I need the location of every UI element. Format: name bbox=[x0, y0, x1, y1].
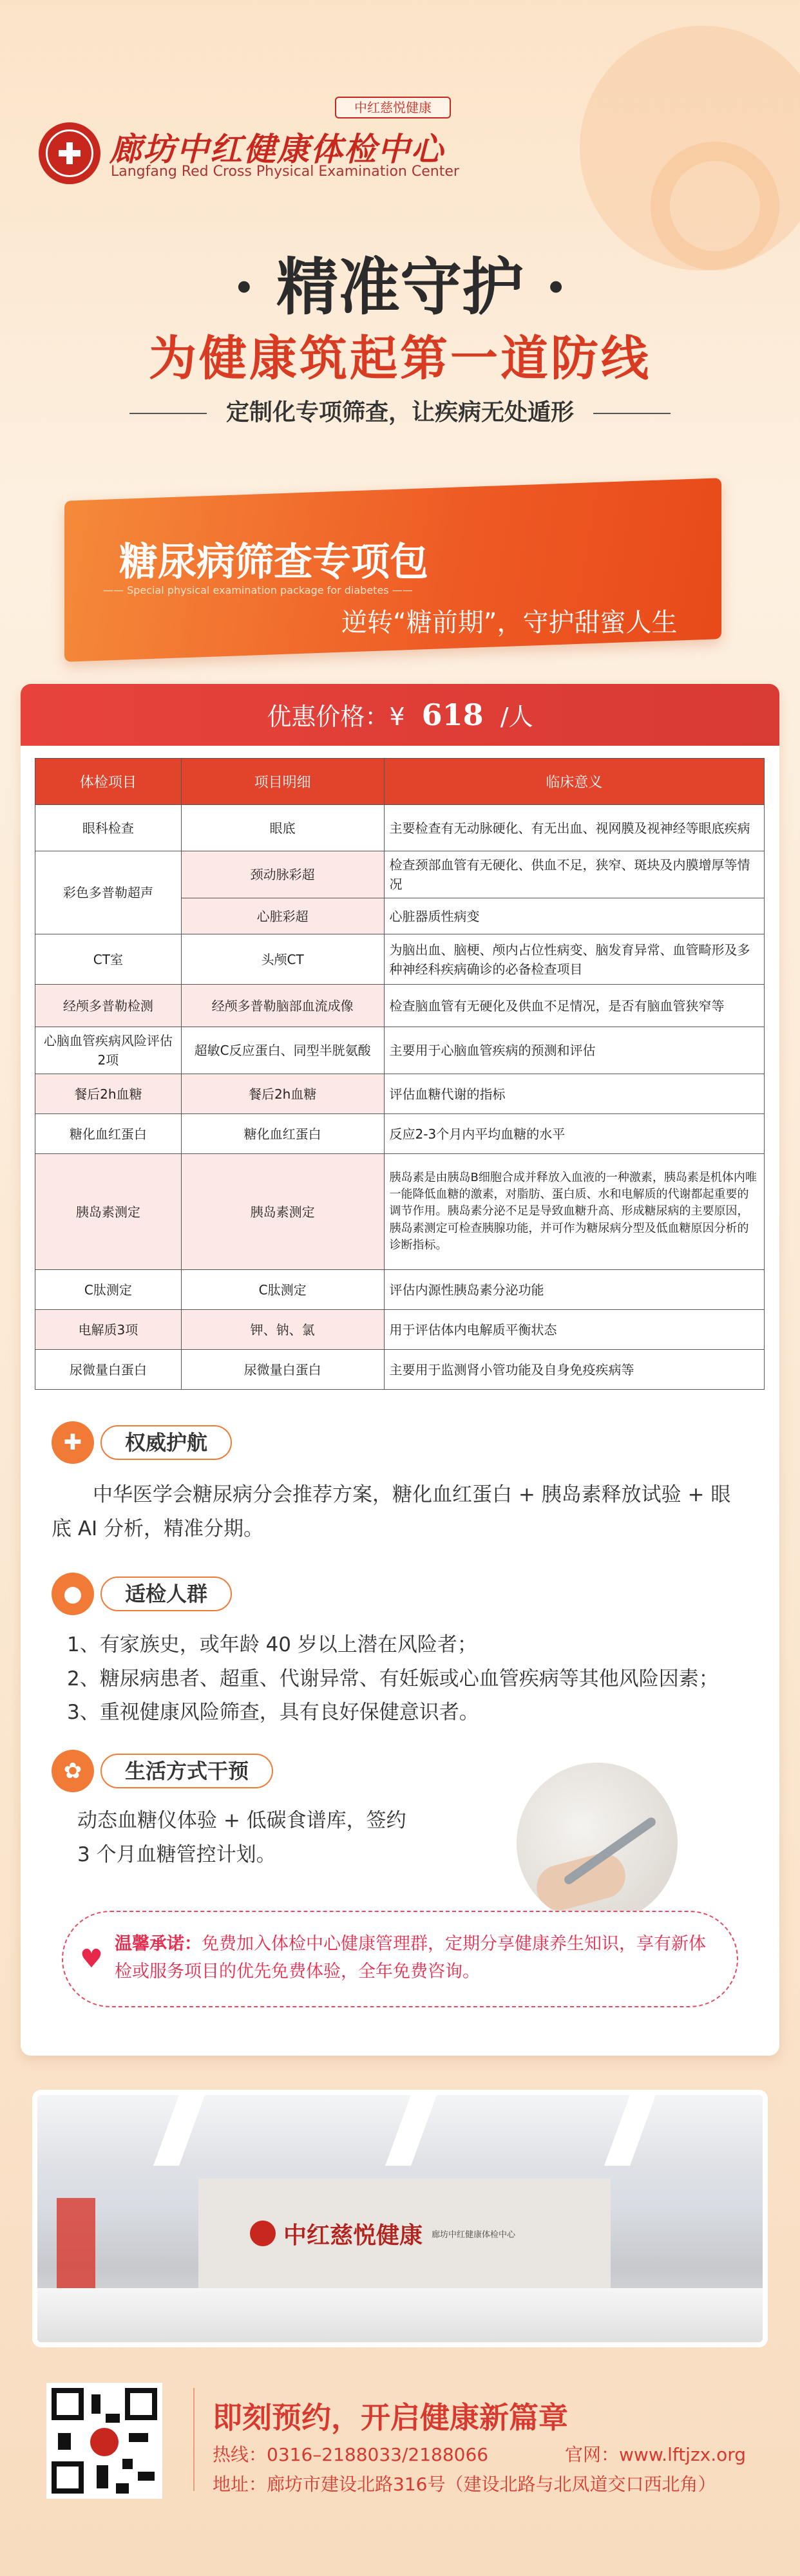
header bbox=[39, 97, 502, 187]
audience-item: 2、糖尿病患者、超重、代谢异常、有妊娠或心血管疾病等其他风险因素； bbox=[67, 1667, 719, 1690]
table-cell-detail: 经颅多普勒脑部血流成像 bbox=[181, 985, 384, 1027]
content-card bbox=[21, 684, 779, 2056]
lobby-sign-text: 中红慈悦健康 bbox=[283, 2222, 423, 2249]
authority-label: 权威护航 bbox=[100, 1425, 232, 1460]
table-header-cell: 项目明细 bbox=[181, 759, 384, 805]
promise-key: 温馨承诺： bbox=[115, 1934, 202, 1954]
table-row bbox=[35, 1154, 765, 1270]
lobby-sign bbox=[250, 2211, 572, 2256]
table-row bbox=[35, 805, 765, 851]
promise-text bbox=[115, 1930, 720, 1985]
lobby-logo-icon bbox=[250, 2221, 276, 2246]
table-cell-detail: 胰岛素测定 bbox=[181, 1154, 384, 1270]
table-row bbox=[35, 1027, 765, 1074]
audience-label: 适检人群 bbox=[100, 1577, 232, 1611]
audience-item: 3、重视健康风险筛查，具有良好保健意识者。 bbox=[67, 1701, 479, 1725]
shield-person-icon: ✚ bbox=[52, 1421, 94, 1464]
lifestyle-label: 生活方式干预 bbox=[100, 1754, 273, 1788]
address-text: 廊坊市建设北路316号（建设北路与北凤道交口西北角） bbox=[267, 2474, 716, 2495]
flower-icon: ✿ bbox=[52, 1750, 94, 1792]
table-cell-detail: C肽测定 bbox=[181, 1270, 384, 1310]
table-cell-detail: 头颅CT bbox=[181, 934, 384, 985]
table-cell-detail: 尿微量白蛋白 bbox=[181, 1350, 384, 1390]
promise-box bbox=[62, 1911, 738, 2007]
hotline-number[interactable]: 0316–2188033/2188066 bbox=[267, 2444, 489, 2465]
table-cell-meaning: 用于评估体内电解质平衡状态 bbox=[384, 1310, 764, 1350]
table-cell-item: 尿微量白蛋白 bbox=[35, 1350, 182, 1390]
table-cell-meaning: 为脑出血、脑梗、颅内占位性病变、脑发育异常、血管畸形及多种神经科疾病确诊的必备检查项目 bbox=[384, 934, 764, 985]
table-header-cell: 临床意义 bbox=[384, 759, 764, 805]
price-bar bbox=[21, 684, 779, 746]
table-header-cell: 体检项目 bbox=[35, 759, 182, 805]
table-cell-detail: 钾、钠、氯 bbox=[181, 1310, 384, 1350]
authority-text: 中华医学会糖尿病分会推荐方案，糖化血红蛋白 + 胰岛素释放试验 + 眼底 AI 分析，精准分期。 bbox=[52, 1483, 731, 1540]
website-link[interactable]: www.lftjzx.org bbox=[619, 2444, 747, 2465]
lifestyle-section bbox=[52, 1750, 502, 1871]
lifestyle-text-line: 3 个月血糖管控计划。 bbox=[77, 1842, 276, 1866]
table-cell-item: 经颅多普勒检测 bbox=[35, 985, 182, 1027]
table-cell-item: 心脑血管疾病风险评估2项 bbox=[35, 1027, 182, 1074]
table-cell-item: C肽测定 bbox=[35, 1270, 182, 1310]
table-cell-meaning: 评估内源性胰岛素分泌功能 bbox=[384, 1270, 764, 1310]
brand-name: 廊坊中红健康体检中心 bbox=[110, 131, 444, 168]
audience-section bbox=[52, 1573, 760, 1730]
table-cell-item: 电解质3项 bbox=[35, 1310, 182, 1350]
hotline-label: 热线： bbox=[213, 2444, 267, 2465]
table-cell-detail: 颈动脉彩超 bbox=[181, 851, 384, 898]
table-cell-meaning: 主要用于心脑血管疾病的预测和评估 bbox=[384, 1027, 764, 1074]
price-label: 优惠价格：¥ bbox=[267, 703, 405, 731]
table-row bbox=[35, 1270, 765, 1310]
table-row bbox=[35, 1350, 765, 1390]
lobby-photo bbox=[32, 2090, 768, 2347]
exam-items-table bbox=[35, 758, 765, 1390]
table-cell-item: 餐后2h血糖 bbox=[35, 1074, 182, 1114]
table-row bbox=[35, 1074, 765, 1114]
table-cell-detail: 眼底 bbox=[181, 805, 384, 851]
table-cell-meaning: 心脏器质性病变 bbox=[384, 898, 764, 934]
table-cell-meaning: 反应2-3个月内平均血糖的水平 bbox=[384, 1114, 764, 1154]
table-cell-meaning: 胰岛素是由胰岛B细胞合成并释放入血液的一种激素，胰岛素是机体内唯一能降低血糖的激素，对脂肪、蛋白质、水和电解质的代谢都起重要的调节作用。胰岛素分泌不足是导致血糖升高、形成糖尿病的主要原因，胰岛素测定可检查胰腺功能，并可作为糖尿病分型及低血糖原因分析的诊断指标。 bbox=[384, 1154, 764, 1270]
promise-body: 免费加入体检中心健康管理群，定期分享健康养生知识，享有新体检或服务项目的优先免费体验，全年免费咨询。 bbox=[115, 1934, 706, 1982]
decorative-circle bbox=[580, 26, 800, 270]
footer-title: 即刻预约，开启健康新篇章 bbox=[213, 2400, 568, 2435]
table-row bbox=[35, 934, 765, 985]
table-cell-item: 彩色多普勒超声 bbox=[35, 851, 182, 934]
package-title: 糖尿病筛查专项包 bbox=[119, 540, 428, 585]
website-label: 官网： bbox=[565, 2444, 620, 2465]
qr-code[interactable] bbox=[46, 2383, 162, 2499]
authority-section bbox=[52, 1421, 747, 1546]
table-header-row bbox=[35, 759, 765, 805]
table-cell-detail: 超敏C反应蛋白、同型半胱氨酸 bbox=[181, 1027, 384, 1074]
table-cell-meaning: 主要用于监测肾小管功能及自身免疫疾病等 bbox=[384, 1350, 764, 1390]
table-row bbox=[35, 985, 765, 1027]
hero-tagline-text: 定制化专项筛查，让疾病无处遁形 bbox=[225, 399, 574, 426]
lobby-sign-sub: 廊坊中红健康体检中心 bbox=[432, 2230, 516, 2240]
package-slogan: 逆转“糖前期”，守护甜蜜人生 bbox=[341, 608, 678, 638]
table-cell-detail: 餐后2h血糖 bbox=[181, 1074, 384, 1114]
lifestyle-text-line: 动态血糖仪体验 + 低碳食谱库，签约 bbox=[77, 1809, 406, 1832]
brand-sub-label: 中红慈悦健康 bbox=[335, 97, 451, 118]
footer-address-line bbox=[213, 2470, 716, 2496]
table-cell-meaning: 检查颈部血管有无硬化、供血不足，狭窄、斑块及内膜增厚等情况 bbox=[384, 851, 764, 898]
table-row bbox=[35, 1114, 765, 1154]
table-cell-item: 糖化血红蛋白 bbox=[35, 1114, 182, 1154]
table-cell-item: 胰岛素测定 bbox=[35, 1154, 182, 1270]
package-english-title: —— Special physical examination package for diabetes —— bbox=[103, 584, 413, 596]
brand-english-name: Langfang Red Cross Physical Examination Center bbox=[111, 164, 459, 180]
table-cell-meaning: 检查脑血管有无硬化及供血不足情况，是否有脑血管狭窄等 bbox=[384, 985, 764, 1027]
audience-item: 1、有家族史，或年龄 40 岁以上潜在风险者； bbox=[67, 1633, 477, 1656]
hero-title: · 精准守护 · bbox=[233, 251, 567, 323]
brand-logo-icon bbox=[39, 122, 100, 184]
glucose-test-photo bbox=[517, 1763, 678, 1924]
table-cell-detail: 心脏彩超 bbox=[181, 898, 384, 934]
price-value: 618 bbox=[421, 697, 484, 732]
hero-tagline bbox=[0, 394, 800, 427]
table-cell-detail: 糖化血红蛋白 bbox=[181, 1114, 384, 1154]
table-cell-item: CT室 bbox=[35, 934, 182, 985]
footer-divider bbox=[193, 2388, 195, 2491]
heart-icon: ♥ bbox=[80, 1944, 103, 1974]
address-label: 地址： bbox=[213, 2474, 267, 2495]
person-icon: ● bbox=[52, 1573, 94, 1615]
table-row bbox=[35, 851, 765, 898]
table-cell-meaning: 主要检查有无动脉硬化、有无出血、视网膜及视神经等眼底疾病 bbox=[384, 805, 764, 851]
table-row bbox=[35, 1310, 765, 1350]
table-cell-meaning: 评估血糖代谢的指标 bbox=[384, 1074, 764, 1114]
price-unit: /人 bbox=[500, 703, 533, 731]
footer-contact-line bbox=[213, 2441, 746, 2467]
table-cell-item: 眼科检查 bbox=[35, 805, 182, 851]
hero-subtitle: 为健康筑起第一道防线 bbox=[149, 331, 651, 386]
